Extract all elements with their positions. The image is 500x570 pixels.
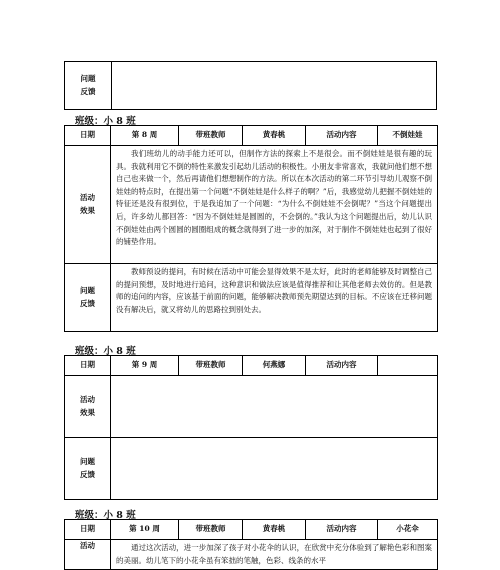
class-label: 班级：小 8 班	[75, 116, 136, 127]
week-9-table	[64, 355, 438, 500]
feedback-label-line2: 反馈	[80, 298, 95, 308]
date-label: 日期	[65, 356, 111, 376]
teacher-label: 带班教师	[179, 356, 243, 376]
effect-row	[65, 146, 438, 264]
activity-name: 不倒娃娃	[378, 126, 438, 146]
content-label: 活动内容	[306, 126, 378, 146]
teacher-name: 黄春桃	[243, 520, 306, 540]
week-value: 第 10 周	[111, 520, 179, 540]
feedback-label-line2: 反馈	[80, 86, 96, 96]
effect-label-line2: 效果	[80, 205, 95, 215]
header-row	[65, 520, 438, 540]
effect-text: 我们班幼儿的动手能力还可以，但制作方法的探索上不是很会。而不倒娃娃是很有趣的玩具。我就利用它不倒的特性来激发引起幼儿活动的积极性。小朋友非常喜欢，我就问他们想不想自己也来做一个，然后再请他们想想制作的方法。所以在本次活动的第二环节引导幼儿观察不倒娃娃的特点时，在提出第一个问题“不倒娃娃是什么样子的啊？”后，我感觉幼儿把握不倒娃娃的特征还是没有很到位，于是我追加了一个问题：“为什么不倒娃娃不会倒呢？”当这个问题提出后，许多幼儿都回答：“因为不倒娃娃是圆圆的，不会倒的。”我认为这个问题提出后，幼儿认识不倒娃娃由两个圆圆的圆圈组成的概念就得到了进一步的加深，对于制作不倒娃娃也起到了很好的铺垫作用。	[116, 149, 432, 247]
header-row	[65, 126, 438, 146]
feedback-label-line1: 问题	[80, 73, 96, 83]
content-label: 活动内容	[306, 520, 378, 540]
top-feedback-table	[64, 61, 437, 110]
effect-text-cell	[111, 376, 438, 438]
feedback-label-line1: 问题	[80, 285, 95, 295]
effect-text-cell	[111, 540, 438, 570]
date-label: 日期	[65, 126, 111, 146]
class-label: 班级：小 8 班	[75, 510, 136, 521]
effect-label-line2: 效果	[80, 407, 95, 417]
feedback-text-cell	[111, 438, 438, 500]
effect-text-cell	[111, 146, 438, 264]
week-8-table	[64, 125, 438, 332]
effect-label	[65, 376, 111, 438]
effect-row	[65, 376, 438, 438]
feedback-label-cell	[65, 62, 112, 110]
feedback-text-cell	[111, 264, 438, 332]
feedback-label-line1: 问题	[80, 456, 95, 466]
header-row	[65, 356, 438, 376]
teacher-name: 何燕娜	[243, 356, 306, 376]
feedback-row	[65, 438, 438, 500]
effect-label-line1: 活动	[80, 541, 95, 550]
week-value: 第 9 周	[111, 356, 179, 376]
effect-row	[65, 540, 438, 570]
activity-name	[378, 356, 438, 376]
effect-label-line1: 活动	[80, 394, 95, 404]
date-label: 日期	[65, 520, 111, 540]
week-10-table	[64, 519, 438, 570]
feedback-text: 教师预设的提问，有时候在活动中可能会显得效果不是太好，此时的老师能够及时调整自己的提问预想，及时地进行追问，这种意识和做法应该是值得推荐和让其他老师去效仿的。但是教师的追问的内容，应该基于前面的问题，能够解决教师预先期望达到的目标。不应该在迁移问题没有解决后，就又将幼儿的思路拉到别处去。	[116, 267, 432, 314]
week-value: 第 8 周	[111, 126, 179, 146]
effect-text: 通过这次活动，进一步加深了孩子对小花伞的认识，在欣赏中充分体验到了解艳色彩和图案的美丽。幼儿笔下的小花伞虽有笨拙的笔触，色彩、线条的水平	[116, 543, 432, 565]
effect-label-line1: 活动	[80, 192, 95, 202]
effect-label	[65, 540, 111, 570]
feedback-row	[65, 264, 438, 332]
teacher-label: 带班教师	[179, 126, 243, 146]
content-label: 活动内容	[306, 356, 378, 376]
feedback-label	[65, 264, 111, 332]
teacher-label: 带班教师	[179, 520, 243, 540]
feedback-content-cell	[112, 62, 437, 110]
teacher-name: 黄春桃	[243, 126, 306, 146]
activity-name: 小花伞	[378, 520, 438, 540]
class-label: 班级：小 8 班	[75, 346, 136, 357]
effect-label	[65, 146, 111, 264]
feedback-label-line2: 反馈	[80, 469, 95, 479]
feedback-label	[65, 438, 111, 500]
